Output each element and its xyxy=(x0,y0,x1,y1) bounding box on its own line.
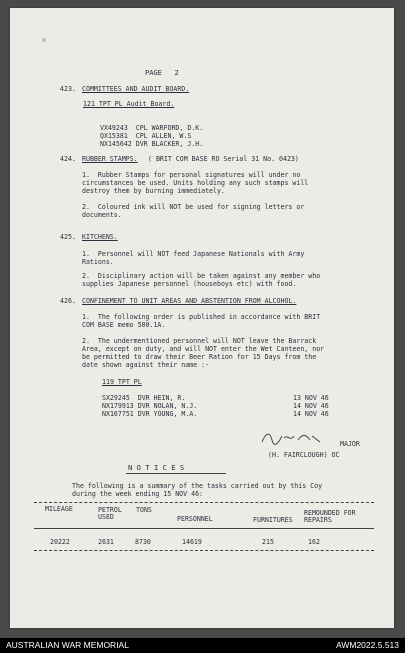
table-header-rule xyxy=(34,528,374,529)
section-424-reference: ( BRIT COM BASE RO Serial 31 No. 0423) xyxy=(148,155,299,163)
footer-institution: AUSTRALIAN WAR MEMORIAL xyxy=(6,640,129,650)
table-bottom-rule xyxy=(34,550,374,551)
notices-title: N O T I C E S xyxy=(128,463,185,472)
section-423-title: COMMITTEES AND AUDIT BOARD. xyxy=(82,85,190,93)
paragraph-line: Rations. xyxy=(82,258,114,266)
table-top-rule xyxy=(34,502,374,503)
section-426-number: 426. xyxy=(60,297,76,305)
personnel-date: 13 NOV 46 xyxy=(293,394,329,402)
value-mileage: 20222 xyxy=(50,538,70,546)
header-mileage: MILEAGE xyxy=(45,505,73,513)
member-line: NX145642 DVR BLACKER, J.H. xyxy=(100,140,204,148)
paragraph-line: 1. The following order is published in accordance with BRIT xyxy=(82,313,321,321)
paragraph-line: 2. Disciplinary action will be taken against any member who xyxy=(82,272,321,280)
paragraph-line: documents. xyxy=(82,211,122,219)
footer-accession-number: AWM2022.5.513 xyxy=(336,640,399,650)
section-424-number: 424. xyxy=(60,155,76,163)
paragraph-line: COM BASE memo 500.1A. xyxy=(82,321,166,329)
signature-rank: MAJOR xyxy=(340,440,360,448)
punch-hole xyxy=(42,38,46,42)
personnel-date: 14 NOV 46 xyxy=(293,410,329,418)
section-425-title: KITCHENS. xyxy=(82,233,118,241)
paragraph-line: supplies Japanese personnel (houseboys etc) with food. xyxy=(82,280,297,288)
section-424-title: RUBBER STAMPS. xyxy=(82,155,138,163)
handwritten-signature xyxy=(260,428,340,448)
paragraph-line: circumstances be used. Units holding any such stamps will xyxy=(82,179,309,187)
paragraph-line: 1. Rubber Stamps for personal signatures will under no xyxy=(82,171,301,179)
value-repairs: 162 xyxy=(308,538,320,546)
header-tons: TONS xyxy=(136,506,152,514)
personnel-name: NX179913 DVR NOLAN, N.J. xyxy=(102,402,198,410)
notices-intro-line: The following is a summary of the tasks carried out by this Coy xyxy=(72,482,323,490)
value-tons: 8730 xyxy=(135,538,151,546)
paragraph-line: 2. Coloured ink will NOT be used for signing letters or xyxy=(82,203,305,211)
personnel-date: 14 NOV 46 xyxy=(293,402,329,410)
paragraph-line: Area, except on duty, and will NOT enter the Wet Canteen, nor xyxy=(82,345,325,353)
member-line: VX49243 CPL WARFORD, D.K. xyxy=(100,124,204,132)
section-423-subtitle: 121 TPT PL Audit Board. xyxy=(83,100,175,108)
notices-underline xyxy=(126,473,226,474)
value-petrol: 2631 xyxy=(98,538,114,546)
paragraph-line: destroy them by burning immediately. xyxy=(82,187,225,195)
personnel-name: SX29245 DVR HEIN, R. xyxy=(102,394,186,402)
member-line: QX15381 CPL ALLEN, W.S xyxy=(100,132,192,140)
section-425-number: 425. xyxy=(60,233,76,241)
section-423-number: 423. xyxy=(60,85,76,93)
personnel-name: NX167751 DVR YOUNG, M.A. xyxy=(102,410,198,418)
signature-name: (H. FAIRCLOUGH) OC xyxy=(268,451,340,459)
header-personnel: PERSONNEL xyxy=(177,515,213,523)
notices-intro-line: during the week ending 15 NOV 46: xyxy=(72,490,204,498)
header-petrol: PETROL USED xyxy=(98,506,122,521)
value-personnel: 14619 xyxy=(182,538,202,546)
section-426-title: CONFINEMENT TO UNIT AREAS AND ABSTENTION FROM ALCOHOL. xyxy=(82,297,297,305)
unit-label: 119 TPT PL xyxy=(102,378,142,386)
header-furnitures: FURNITURES xyxy=(253,516,293,524)
archive-footer xyxy=(0,638,405,653)
paragraph-line: 2. The undermentioned personnel will NOT leave the Barrack xyxy=(82,337,317,345)
page-label: PAGE 2 xyxy=(145,69,179,77)
value-furnitures: 215 xyxy=(262,538,274,546)
header-repairs: REMOUNDED FOR REPAIRS xyxy=(304,509,356,524)
paragraph-line: date shown against their name :- xyxy=(82,361,210,369)
document-page xyxy=(10,8,394,628)
paragraph-line: be permitted to draw their Beer Ration for 15 Days from the xyxy=(82,353,317,361)
paragraph-line: 1. Personnel will NOT feed Japanese Nationals with Army xyxy=(82,250,305,258)
